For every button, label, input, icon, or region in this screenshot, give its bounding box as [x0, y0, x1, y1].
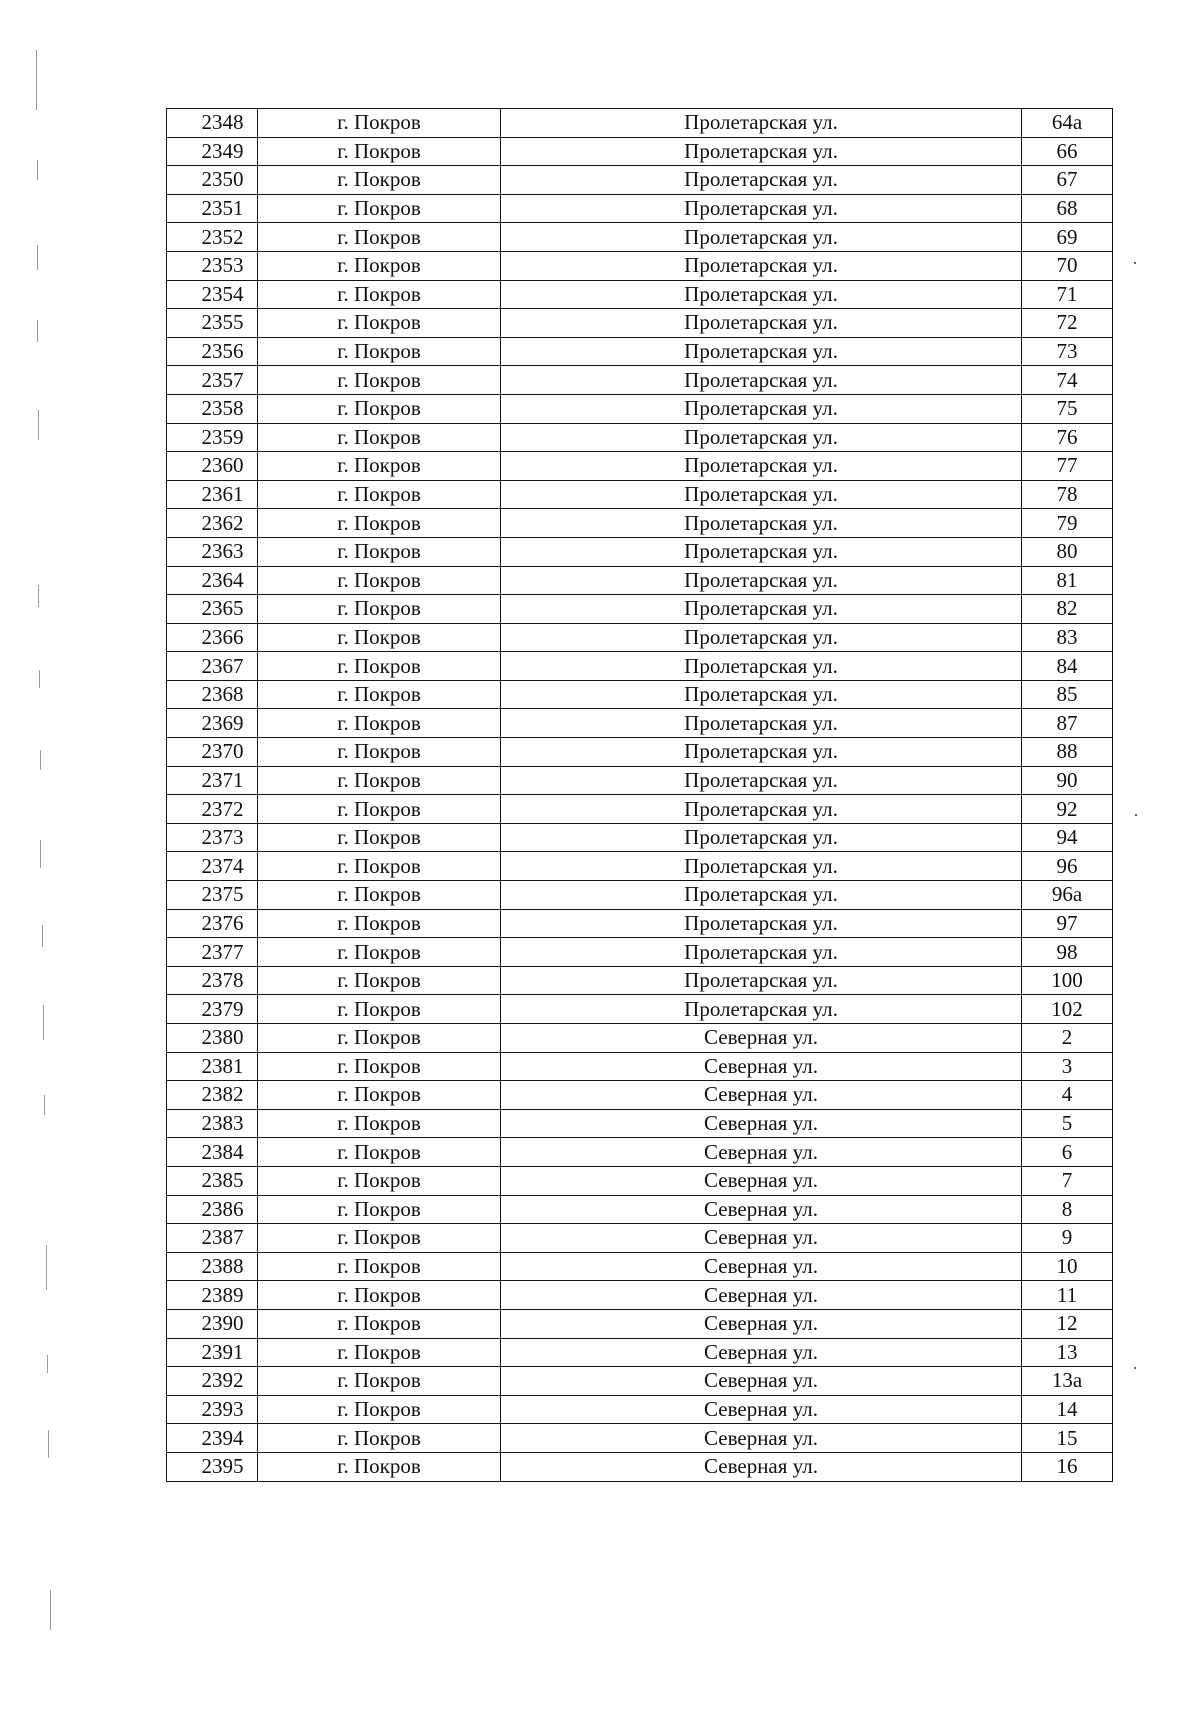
scan-mark — [37, 320, 38, 342]
street-cell: Пролетарская ул. — [501, 394, 1022, 423]
row-number-cell: 2357 — [167, 366, 258, 395]
city-cell: г. Покров — [258, 1281, 501, 1310]
city-cell: г. Покров — [258, 1166, 501, 1195]
house-number-cell: 85 — [1022, 680, 1113, 709]
house-number-cell: 13 — [1022, 1338, 1113, 1367]
house-number-cell: 100 — [1022, 966, 1113, 995]
row-number-cell: 2365 — [167, 595, 258, 624]
street-cell: Северная ул. — [501, 1138, 1022, 1167]
row-number-cell: 2376 — [167, 909, 258, 938]
city-cell: г. Покров — [258, 1109, 501, 1138]
row-number-cell: 2360 — [167, 452, 258, 481]
house-number-cell: 12 — [1022, 1309, 1113, 1338]
street-cell: Северная ул. — [501, 1424, 1022, 1453]
table-row — [167, 909, 1113, 938]
street-cell: Северная ул. — [501, 1166, 1022, 1195]
city-cell: г. Покров — [258, 480, 501, 509]
street-cell: Пролетарская ул. — [501, 137, 1022, 166]
house-number-cell: 66 — [1022, 137, 1113, 166]
table-row — [167, 566, 1113, 595]
city-cell: г. Покров — [258, 1195, 501, 1224]
table-row — [167, 309, 1113, 338]
house-number-cell: 81 — [1022, 566, 1113, 595]
city-cell: г. Покров — [258, 595, 501, 624]
house-number-cell: 96а — [1022, 881, 1113, 910]
house-number-cell: 8 — [1022, 1195, 1113, 1224]
city-cell: г. Покров — [258, 852, 501, 881]
city-cell: г. Покров — [258, 1252, 501, 1281]
scan-mark — [40, 750, 41, 770]
street-cell: Пролетарская ул. — [501, 909, 1022, 938]
address-table-body — [167, 109, 1113, 1482]
table-row — [167, 280, 1113, 309]
city-cell: г. Покров — [258, 166, 501, 195]
house-number-cell: 102 — [1022, 995, 1113, 1024]
table-row — [167, 1252, 1113, 1281]
city-cell: г. Покров — [258, 337, 501, 366]
row-number-cell: 2383 — [167, 1109, 258, 1138]
street-cell: Северная ул. — [501, 1052, 1022, 1081]
table-row — [167, 1367, 1113, 1396]
table-row — [167, 1195, 1113, 1224]
table-row — [167, 738, 1113, 767]
street-cell: Пролетарская ул. — [501, 251, 1022, 280]
row-number-cell: 2386 — [167, 1195, 258, 1224]
city-cell: г. Покров — [258, 537, 501, 566]
house-number-cell: 80 — [1022, 537, 1113, 566]
house-number-cell: 76 — [1022, 423, 1113, 452]
street-cell: Пролетарская ул. — [501, 709, 1022, 738]
city-cell: г. Покров — [258, 1024, 501, 1053]
row-number-cell: 2379 — [167, 995, 258, 1024]
street-cell: Пролетарская ул. — [501, 566, 1022, 595]
street-cell: Пролетарская ул. — [501, 366, 1022, 395]
street-cell: Северная ул. — [501, 1109, 1022, 1138]
address-table — [166, 108, 1113, 1482]
scan-mark — [38, 585, 39, 607]
city-cell: г. Покров — [258, 966, 501, 995]
scan-dot — [1135, 814, 1137, 816]
house-number-cell: 98 — [1022, 938, 1113, 967]
city-cell: г. Покров — [258, 823, 501, 852]
city-cell: г. Покров — [258, 309, 501, 338]
table-row — [167, 480, 1113, 509]
house-number-cell: 71 — [1022, 280, 1113, 309]
street-cell: Северная ул. — [501, 1367, 1022, 1396]
row-number-cell: 2370 — [167, 738, 258, 767]
street-cell: Северная ул. — [501, 1281, 1022, 1310]
table-row — [167, 109, 1113, 138]
table-row — [167, 1052, 1113, 1081]
row-number-cell: 2359 — [167, 423, 258, 452]
scan-mark — [48, 1430, 49, 1458]
street-cell: Пролетарская ул. — [501, 738, 1022, 767]
table-row — [167, 366, 1113, 395]
house-number-cell: 14 — [1022, 1395, 1113, 1424]
row-number-cell: 2389 — [167, 1281, 258, 1310]
house-number-cell: 97 — [1022, 909, 1113, 938]
table-row — [167, 1452, 1113, 1481]
scan-mark — [37, 160, 38, 180]
city-cell: г. Покров — [258, 137, 501, 166]
city-cell: г. Покров — [258, 1138, 501, 1167]
table-row — [167, 1424, 1113, 1453]
row-number-cell: 2373 — [167, 823, 258, 852]
row-number-cell: 2355 — [167, 309, 258, 338]
house-number-cell: 5 — [1022, 1109, 1113, 1138]
street-cell: Северная ул. — [501, 1224, 1022, 1253]
street-cell: Пролетарская ул. — [501, 194, 1022, 223]
street-cell: Пролетарская ул. — [501, 423, 1022, 452]
street-cell: Пролетарская ул. — [501, 852, 1022, 881]
scan-mark — [46, 1245, 47, 1290]
street-cell: Пролетарская ул. — [501, 766, 1022, 795]
city-cell: г. Покров — [258, 1424, 501, 1453]
table-row — [167, 938, 1113, 967]
row-number-cell: 2364 — [167, 566, 258, 595]
table-row — [167, 623, 1113, 652]
city-cell: г. Покров — [258, 795, 501, 824]
city-cell: г. Покров — [258, 623, 501, 652]
city-cell: г. Покров — [258, 423, 501, 452]
house-number-cell: 74 — [1022, 366, 1113, 395]
city-cell: г. Покров — [258, 566, 501, 595]
table-row — [167, 881, 1113, 910]
scan-mark — [39, 670, 40, 688]
city-cell: г. Покров — [258, 1452, 501, 1481]
city-cell: г. Покров — [258, 1395, 501, 1424]
table-row — [167, 537, 1113, 566]
row-number-cell: 2390 — [167, 1309, 258, 1338]
scan-mark — [38, 410, 39, 440]
street-cell: Пролетарская ул. — [501, 966, 1022, 995]
row-number-cell: 2388 — [167, 1252, 258, 1281]
table-row — [167, 1281, 1113, 1310]
house-number-cell: 69 — [1022, 223, 1113, 252]
city-cell: г. Покров — [258, 680, 501, 709]
house-number-cell: 7 — [1022, 1166, 1113, 1195]
house-number-cell: 90 — [1022, 766, 1113, 795]
city-cell: г. Покров — [258, 394, 501, 423]
street-cell: Пролетарская ул. — [501, 452, 1022, 481]
street-cell: Пролетарская ул. — [501, 537, 1022, 566]
table-row — [167, 1224, 1113, 1253]
street-cell: Пролетарская ул. — [501, 509, 1022, 538]
city-cell: г. Покров — [258, 1309, 501, 1338]
table-row — [167, 1395, 1113, 1424]
city-cell: г. Покров — [258, 223, 501, 252]
house-number-cell: 6 — [1022, 1138, 1113, 1167]
street-cell: Северная ул. — [501, 1024, 1022, 1053]
row-number-cell: 2393 — [167, 1395, 258, 1424]
table-row — [167, 709, 1113, 738]
house-number-cell: 2 — [1022, 1024, 1113, 1053]
row-number-cell: 2378 — [167, 966, 258, 995]
house-number-cell: 15 — [1022, 1424, 1113, 1453]
scan-mark — [43, 1005, 44, 1040]
city-cell: г. Покров — [258, 251, 501, 280]
table-row — [167, 137, 1113, 166]
house-number-cell: 88 — [1022, 738, 1113, 767]
house-number-cell: 73 — [1022, 337, 1113, 366]
table-row — [167, 223, 1113, 252]
house-number-cell: 79 — [1022, 509, 1113, 538]
street-cell: Пролетарская ул. — [501, 995, 1022, 1024]
scan-mark — [37, 245, 38, 270]
row-number-cell: 2366 — [167, 623, 258, 652]
row-number-cell: 2384 — [167, 1138, 258, 1167]
table-row — [167, 1081, 1113, 1110]
house-number-cell: 13а — [1022, 1367, 1113, 1396]
house-number-cell: 96 — [1022, 852, 1113, 881]
table-row — [167, 452, 1113, 481]
table-row — [167, 251, 1113, 280]
house-number-cell: 4 — [1022, 1081, 1113, 1110]
table-row — [167, 1309, 1113, 1338]
scan-mark — [47, 1355, 48, 1373]
street-cell: Пролетарская ул. — [501, 881, 1022, 910]
row-number-cell: 2377 — [167, 938, 258, 967]
row-number-cell: 2381 — [167, 1052, 258, 1081]
house-number-cell: 3 — [1022, 1052, 1113, 1081]
house-number-cell: 64а — [1022, 109, 1113, 138]
row-number-cell: 2353 — [167, 251, 258, 280]
row-number-cell: 2382 — [167, 1081, 258, 1110]
house-number-cell: 78 — [1022, 480, 1113, 509]
city-cell: г. Покров — [258, 1367, 501, 1396]
street-cell: Северная ул. — [501, 1452, 1022, 1481]
street-cell: Северная ул. — [501, 1195, 1022, 1224]
city-cell: г. Покров — [258, 766, 501, 795]
row-number-cell: 2362 — [167, 509, 258, 538]
table-row — [167, 795, 1113, 824]
city-cell: г. Покров — [258, 366, 501, 395]
row-number-cell: 2391 — [167, 1338, 258, 1367]
table-row — [167, 680, 1113, 709]
row-number-cell: 2392 — [167, 1367, 258, 1396]
table-row — [167, 823, 1113, 852]
street-cell: Пролетарская ул. — [501, 623, 1022, 652]
house-number-cell: 72 — [1022, 309, 1113, 338]
street-cell: Северная ул. — [501, 1081, 1022, 1110]
table-row — [167, 423, 1113, 452]
house-number-cell: 92 — [1022, 795, 1113, 824]
city-cell: г. Покров — [258, 738, 501, 767]
city-cell: г. Покров — [258, 1338, 501, 1367]
row-number-cell: 2380 — [167, 1024, 258, 1053]
table-row — [167, 1338, 1113, 1367]
scan-dot — [1134, 1367, 1136, 1369]
table-row — [167, 1024, 1113, 1053]
house-number-cell: 9 — [1022, 1224, 1113, 1253]
table-row — [167, 652, 1113, 681]
scan-mark — [50, 1590, 51, 1630]
street-cell: Пролетарская ул. — [501, 337, 1022, 366]
row-number-cell: 2367 — [167, 652, 258, 681]
city-cell: г. Покров — [258, 995, 501, 1024]
street-cell: Пролетарская ул. — [501, 680, 1022, 709]
street-cell: Северная ул. — [501, 1395, 1022, 1424]
row-number-cell: 2356 — [167, 337, 258, 366]
table-row — [167, 852, 1113, 881]
table-row — [167, 1138, 1113, 1167]
table-row — [167, 1109, 1113, 1138]
street-cell: Пролетарская ул. — [501, 823, 1022, 852]
row-number-cell: 2387 — [167, 1224, 258, 1253]
row-number-cell: 2351 — [167, 194, 258, 223]
scan-dot — [1134, 262, 1136, 264]
house-number-cell: 67 — [1022, 166, 1113, 195]
house-number-cell: 70 — [1022, 251, 1113, 280]
street-cell: Пролетарская ул. — [501, 223, 1022, 252]
city-cell: г. Покров — [258, 1052, 501, 1081]
row-number-cell: 2354 — [167, 280, 258, 309]
city-cell: г. Покров — [258, 1081, 501, 1110]
table-row — [167, 194, 1113, 223]
table-row — [167, 1166, 1113, 1195]
street-cell: Пролетарская ул. — [501, 309, 1022, 338]
house-number-cell: 68 — [1022, 194, 1113, 223]
row-number-cell: 2358 — [167, 394, 258, 423]
row-number-cell: 2385 — [167, 1166, 258, 1195]
city-cell: г. Покров — [258, 652, 501, 681]
row-number-cell: 2371 — [167, 766, 258, 795]
house-number-cell: 84 — [1022, 652, 1113, 681]
table-row — [167, 509, 1113, 538]
house-number-cell: 11 — [1022, 1281, 1113, 1310]
row-number-cell: 2348 — [167, 109, 258, 138]
table-row — [167, 595, 1113, 624]
scan-mark — [44, 1095, 45, 1115]
street-cell: Пролетарская ул. — [501, 938, 1022, 967]
street-cell: Пролетарская ул. — [501, 595, 1022, 624]
city-cell: г. Покров — [258, 709, 501, 738]
table-row — [167, 966, 1113, 995]
house-number-cell: 16 — [1022, 1452, 1113, 1481]
city-cell: г. Покров — [258, 109, 501, 138]
row-number-cell: 2361 — [167, 480, 258, 509]
street-cell: Пролетарская ул. — [501, 280, 1022, 309]
house-number-cell: 82 — [1022, 595, 1113, 624]
street-cell: Пролетарская ул. — [501, 795, 1022, 824]
row-number-cell: 2368 — [167, 680, 258, 709]
scan-mark — [36, 50, 37, 110]
city-cell: г. Покров — [258, 881, 501, 910]
street-cell: Пролетарская ул. — [501, 109, 1022, 138]
house-number-cell: 94 — [1022, 823, 1113, 852]
row-number-cell: 2349 — [167, 137, 258, 166]
row-number-cell: 2374 — [167, 852, 258, 881]
table-row — [167, 337, 1113, 366]
house-number-cell: 75 — [1022, 394, 1113, 423]
scan-mark — [40, 840, 41, 868]
house-number-cell: 83 — [1022, 623, 1113, 652]
street-cell: Северная ул. — [501, 1309, 1022, 1338]
city-cell: г. Покров — [258, 1224, 501, 1253]
city-cell: г. Покров — [258, 452, 501, 481]
row-number-cell: 2395 — [167, 1452, 258, 1481]
street-cell: Пролетарская ул. — [501, 166, 1022, 195]
row-number-cell: 2363 — [167, 537, 258, 566]
row-number-cell: 2375 — [167, 881, 258, 910]
street-cell: Пролетарская ул. — [501, 652, 1022, 681]
street-cell: Северная ул. — [501, 1252, 1022, 1281]
city-cell: г. Покров — [258, 509, 501, 538]
row-number-cell: 2350 — [167, 166, 258, 195]
street-cell: Северная ул. — [501, 1338, 1022, 1367]
house-number-cell: 77 — [1022, 452, 1113, 481]
table-row — [167, 394, 1113, 423]
row-number-cell: 2352 — [167, 223, 258, 252]
city-cell: г. Покров — [258, 280, 501, 309]
city-cell: г. Покров — [258, 938, 501, 967]
table-row — [167, 766, 1113, 795]
row-number-cell: 2394 — [167, 1424, 258, 1453]
table-row — [167, 166, 1113, 195]
city-cell: г. Покров — [258, 194, 501, 223]
row-number-cell: 2369 — [167, 709, 258, 738]
house-number-cell: 10 — [1022, 1252, 1113, 1281]
city-cell: г. Покров — [258, 909, 501, 938]
table-row — [167, 995, 1113, 1024]
row-number-cell: 2372 — [167, 795, 258, 824]
house-number-cell: 87 — [1022, 709, 1113, 738]
scan-mark — [42, 925, 43, 947]
street-cell: Пролетарская ул. — [501, 480, 1022, 509]
